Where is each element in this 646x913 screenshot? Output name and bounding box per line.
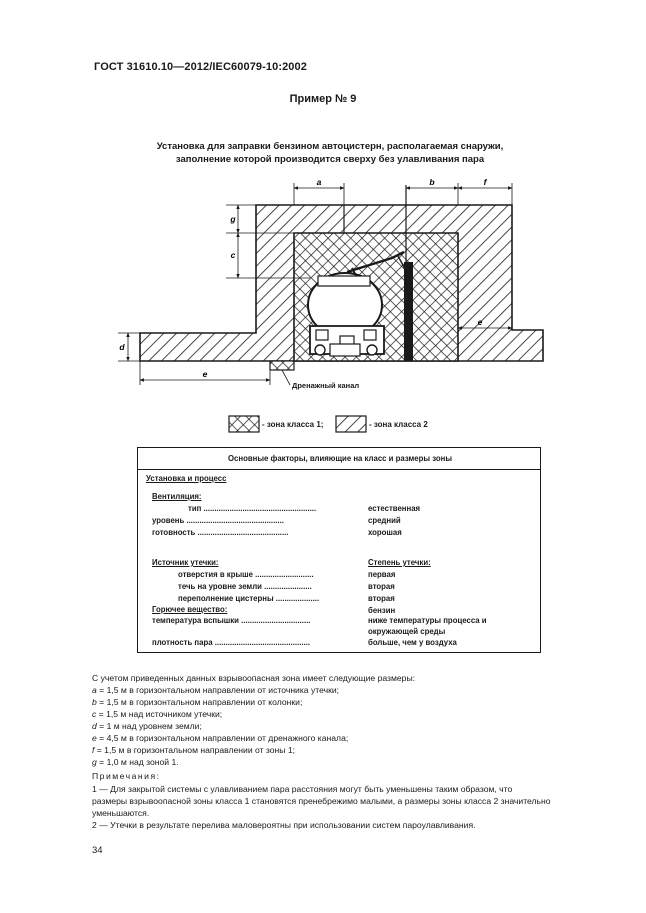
- caption-line-2: заполнение которой производится сверху без улавливания пара: [175, 154, 485, 165]
- vent-availability-value: хорошая: [368, 528, 402, 537]
- dimension-a: [92, 685, 339, 697]
- legend-zone2-swatch: [336, 416, 366, 432]
- source-overfill-value: вторая: [368, 594, 395, 603]
- substance-value: бензин: [368, 606, 396, 615]
- dim-label-e-right: e: [477, 317, 483, 327]
- dimension-d-text: = 1 м над уровнем земли;: [96, 721, 202, 731]
- dimension-e-letter: e: [92, 733, 97, 743]
- vent-availability-label: готовность ..........................................: [152, 528, 289, 537]
- dimension-a-text: = 1,5 м в горизонтальном направлении от источника утечки;: [96, 685, 340, 695]
- dimension-a-letter: a: [92, 685, 97, 695]
- vapour-density-value: больше, чем у воздуха: [368, 638, 457, 647]
- flashpoint-label: температура вспышки ................................: [152, 616, 311, 625]
- dim-label-d: d: [119, 342, 125, 352]
- legend-zone1-label: - зона класса 1;: [262, 420, 324, 429]
- dimension-f-text: = 1,5 м в горизонтальном направлении от зоны 1;: [94, 745, 296, 755]
- dim-label-c: c: [230, 250, 236, 260]
- legend-zone1-swatch: [229, 416, 259, 432]
- dimension-e-text: = 4,5 м в горизонтальном направлении от дренажного канала;: [96, 733, 349, 743]
- dim-label-g: g: [230, 214, 236, 224]
- dimension-f: [92, 745, 295, 757]
- vent-level-label: уровень .............................................: [152, 516, 284, 525]
- filling-column: [404, 262, 413, 361]
- dimension-c-text: = 1,5 м над источником утечки;: [96, 709, 223, 719]
- dimension-g-letter: g: [92, 757, 97, 767]
- dimension-c: [92, 709, 222, 721]
- note-1-line-1: 1 — Для закрытой системы с улавливанием пара расстояния могут быть уменьшены таким образом, что: [92, 784, 513, 794]
- dim-label-e-left: e: [202, 369, 208, 379]
- dimension-b-letter: b: [92, 697, 97, 707]
- example-title: Пример № 9: [289, 93, 357, 105]
- flashpoint-value-line1: ниже температуры процесса и: [368, 616, 487, 625]
- dimension-g: [92, 757, 179, 769]
- source-roof-value: первая: [368, 570, 396, 579]
- drainage-channel-label: Дренажный канал: [292, 381, 360, 390]
- ventilation-heading: Вентиляция:: [152, 492, 202, 501]
- tanker-truck: [308, 273, 384, 356]
- caption-line-1: Установка для заправки бензином автоцистерн, располагаемая снаружи,: [156, 141, 504, 152]
- legend-zone2-label: - зона класса 2: [369, 420, 428, 429]
- dim-label-b: b: [429, 177, 435, 187]
- factors-box: [137, 447, 541, 653]
- dimension-f-letter: f: [92, 745, 95, 755]
- note-2: 2 — Утечки в результате перелива маловероятны при использовании систем пароулавливания.: [92, 820, 476, 830]
- substance-heading: Горючее вещество:: [152, 605, 228, 614]
- source-roof-label: отверстия в крыше ...........................: [178, 570, 314, 579]
- dimension-d: [92, 721, 202, 733]
- dimension-b: [92, 697, 302, 709]
- dimension-e: [92, 733, 348, 745]
- vent-type-label: тип ....................................................: [188, 504, 317, 513]
- dimension-b-text: = 1,5 м в горизонтальном направлении от колонки;: [96, 697, 303, 707]
- factors-box-divider: [138, 469, 540, 470]
- drainage-channel-icon: [270, 361, 294, 370]
- factors-section: Установка и процесс: [146, 474, 227, 483]
- document-header: ГОСТ 31610.10—2012/IEC60079-10:2002: [94, 61, 307, 73]
- note-1-line-3: уменьшаются.: [92, 808, 150, 818]
- dim-label-a: a: [316, 177, 322, 187]
- source-heading: Источник утечки:: [152, 558, 219, 567]
- note-1-line-2: размеры взрывоопасной зоны класса 1 становятся пренебрежимо малыми, а размеры зоны класса 2 значительно: [92, 796, 551, 806]
- dimension-c-letter: c: [92, 709, 97, 719]
- source-ground-label: течь на уровне земли ......................: [178, 582, 312, 591]
- dimension-d-letter: d: [92, 721, 97, 731]
- source-grade-heading: Степень утечки:: [368, 558, 431, 567]
- flashpoint-value-line2: окружающей среды: [368, 627, 446, 636]
- source-overfill-label: переполнение цистерны ....................: [178, 594, 320, 603]
- page-number: 34: [92, 845, 103, 856]
- factors-box-title: Основные факторы, влияющие на класс и размеры зоны: [227, 454, 453, 463]
- source-ground-value: вторая: [368, 582, 395, 591]
- notes-label: Примечания:: [92, 771, 161, 781]
- vent-level-value: средний: [368, 516, 401, 525]
- dimensions-intro: С учетом приведенных данных взрывоопасная зона имеет следующие размеры:: [92, 673, 416, 683]
- vapour-density-label: плотность пара ............................................: [152, 638, 311, 647]
- dimension-g-text: = 1,0 м над зоной 1.: [96, 757, 179, 767]
- vent-type-value: естественная: [368, 504, 421, 513]
- dim-label-f: f: [483, 177, 487, 187]
